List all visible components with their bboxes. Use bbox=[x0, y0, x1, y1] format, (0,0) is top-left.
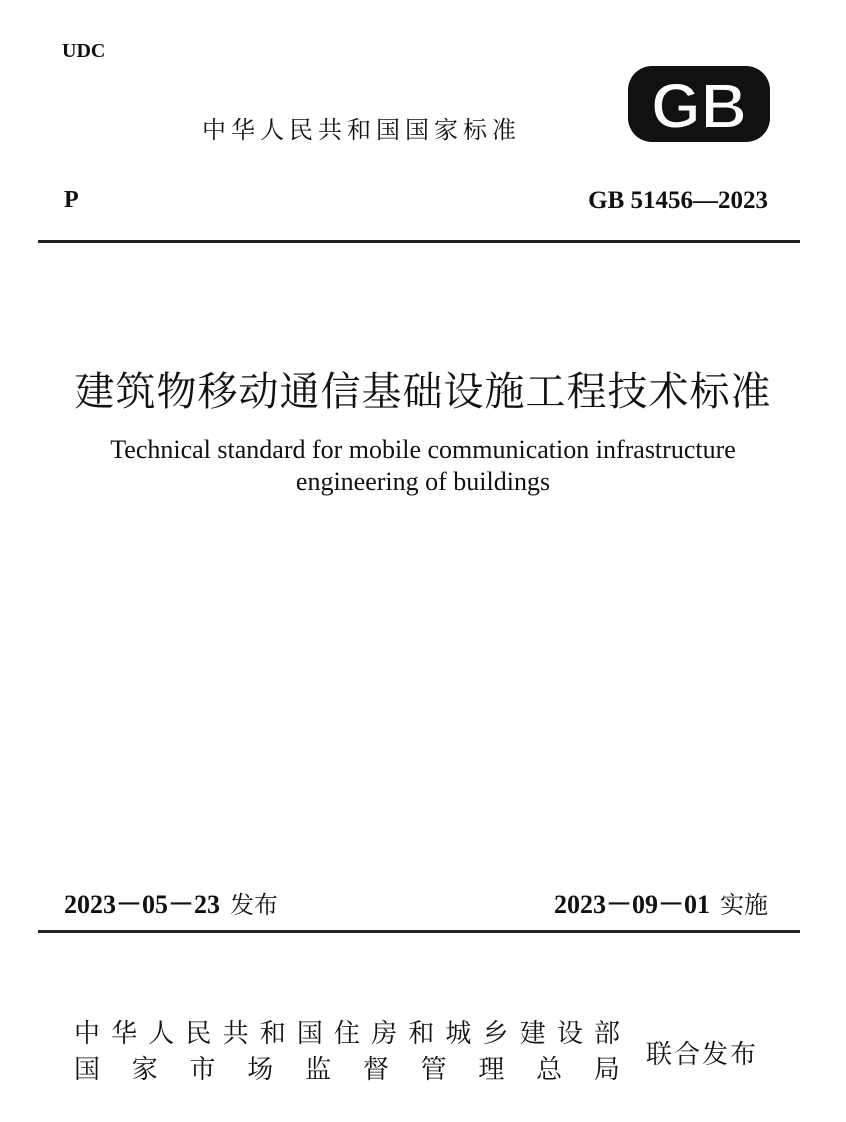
gb-logo bbox=[626, 64, 772, 144]
issuer-char: 督 bbox=[362, 1055, 389, 1085]
issuer-char: 设 bbox=[556, 1019, 583, 1049]
udc-label: UDC bbox=[62, 40, 106, 62]
issuer-char: 国 bbox=[296, 1019, 323, 1049]
issuer-char: 监 bbox=[305, 1055, 332, 1085]
title-english bbox=[0, 434, 846, 498]
bottom-divider bbox=[38, 930, 800, 933]
issuer-char: 理 bbox=[478, 1055, 505, 1085]
issue-label: 发布 bbox=[230, 891, 279, 919]
top-divider bbox=[38, 240, 800, 243]
issuer-char: 局 bbox=[593, 1055, 620, 1085]
implement-date: 2023－09－01 bbox=[553, 890, 710, 919]
issuer-char: 家 bbox=[131, 1055, 158, 1085]
issuer-char: 场 bbox=[247, 1055, 274, 1085]
issuer-char: 和 bbox=[259, 1019, 286, 1049]
issuer-char: 和 bbox=[408, 1019, 435, 1049]
issuer-char: 乡 bbox=[482, 1019, 509, 1049]
issuer-char: 住 bbox=[333, 1019, 360, 1049]
standard-number: GB 51456—2023 bbox=[588, 187, 768, 214]
implement-date-block bbox=[554, 884, 768, 921]
classification-code: P bbox=[64, 187, 79, 213]
joint-issue-label: 联合发布 bbox=[646, 1040, 759, 1070]
gb-logo-text: GB bbox=[651, 70, 747, 142]
issuer-char: 房 bbox=[371, 1019, 398, 1049]
title-chinese: 建筑物移动通信基础设施工程技术标准 bbox=[74, 369, 772, 415]
issuer-char: 管 bbox=[420, 1055, 447, 1085]
issuing-authorities bbox=[74, 1016, 620, 1088]
issuer-char: 华 bbox=[111, 1019, 138, 1049]
issuer-char: 共 bbox=[222, 1019, 249, 1049]
title-english-line2: engineering of buildings bbox=[295, 467, 551, 496]
standard-type: 中华人民共和国国家标准 bbox=[202, 116, 521, 144]
issuer-char: 国 bbox=[74, 1055, 101, 1085]
issuer-char: 部 bbox=[593, 1019, 620, 1049]
title-english-line1: Technical standard for mobile communication infrastructure bbox=[110, 435, 736, 464]
issue-date-block bbox=[64, 884, 278, 921]
issuer-line-1 bbox=[74, 1016, 620, 1052]
issue-date: 2023－05－23 bbox=[64, 890, 221, 919]
issuer-char: 市 bbox=[189, 1055, 216, 1085]
implement-label: 实施 bbox=[720, 891, 768, 919]
issuer-line-2 bbox=[74, 1052, 620, 1088]
issuer-char: 民 bbox=[185, 1019, 212, 1049]
issuer-char: 城 bbox=[445, 1019, 472, 1049]
issuer-char: 总 bbox=[536, 1055, 563, 1085]
issuer-char: 人 bbox=[148, 1019, 175, 1049]
issuer-char: 建 bbox=[519, 1019, 546, 1049]
issuer-char: 中 bbox=[74, 1019, 101, 1049]
